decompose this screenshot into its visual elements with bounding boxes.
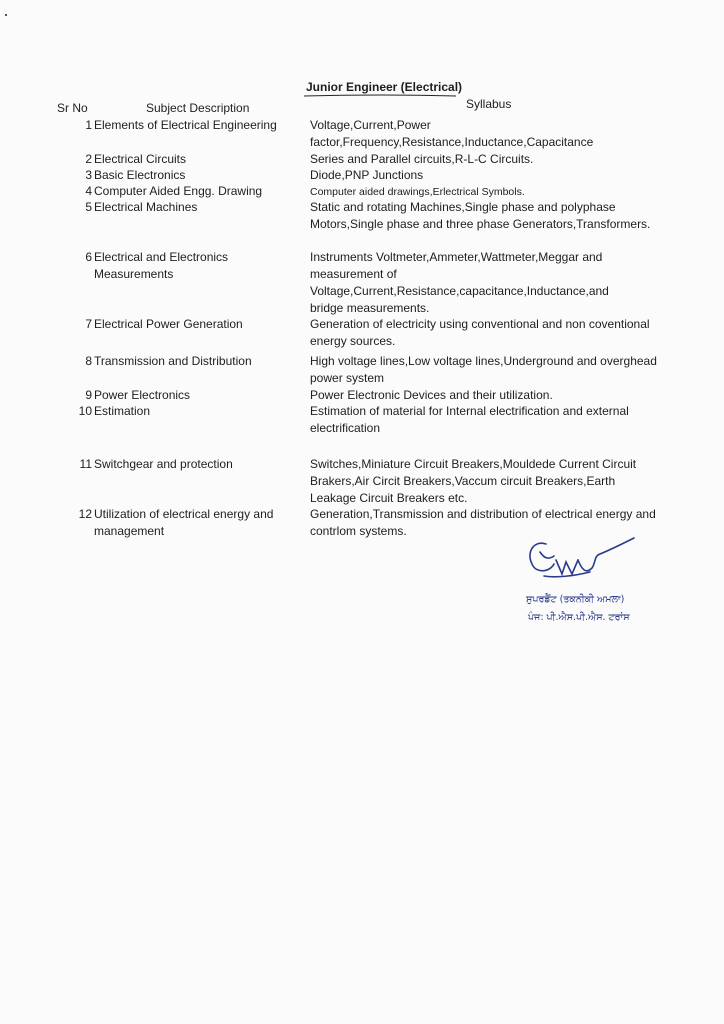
syllabus-text: Generation of electricity using conventional and non coventional energy sources. [310,317,650,348]
subject-description: Electrical and Electronics Measurements [94,250,229,281]
syllabus-text: High voltage lines,Low voltage lines,Underground and overghead power system [310,354,657,385]
title-underline [300,92,460,100]
subject-description: Electrical Machines [94,200,198,214]
syllabus-text: Generation,Transmission and distribution of electrical energy and contrlom systems. [310,507,656,538]
subject-description: Computer Aided Engg. Drawing [94,184,263,198]
page-title: Junior Engineer (Electrical) [306,80,463,94]
row-number: 12 [78,507,92,521]
subject-description: Transmission and Distribution [94,354,252,368]
header-sr-no: Sr No [57,101,88,115]
subject-description: Switchgear and protection [94,457,233,471]
row-number: 8 [85,354,92,368]
scan-speck [5,14,7,16]
syllabus-text: Voltage,Current,Power factor,Frequency,Resistance,Inductance,Capacitance [310,118,594,149]
syllabus-text: Static and rotating Machines,Single phase and polyphase Motors,Single phase and three phase Generators,Transformers. [310,200,651,231]
subject-description: Estimation [94,404,151,418]
row-number: 4 [85,184,92,198]
subject-description: Basic Electronics [94,168,186,182]
handwritten-signature [530,538,634,577]
syllabus-text: Series and Parallel circuits,R-L-C Circuits. [310,152,534,166]
stamp-line-1: ਸੁਪਰਡੈਂਟ (ਤਕਨੀਕੀ ਅਮਲਾ) [526,594,625,605]
row-number: 10 [78,404,92,418]
syllabus-text: Computer aided drawings,Erlectrical Symbols. [310,186,525,198]
row-number: 3 [85,168,92,182]
row-number: 9 [85,388,92,402]
row-number: 7 [85,317,92,331]
row-number: 1 [85,118,92,132]
signature-stamp [504,530,654,640]
header-syllabus: Syllabus [466,97,512,111]
syllabus-text: Power Electronic Devices and their utilization. [310,388,553,402]
row-number: 6 [85,250,92,264]
subject-description: Electrical Power Generation [94,317,243,331]
subject-description: Utilization of electrical energy and management [94,507,274,538]
subject-description: Power Electronics [94,388,191,402]
header-subject: Subject Description [146,101,250,115]
row-number: 11 [79,457,92,471]
syllabus-text: Diode,PNP Junctions [310,168,424,182]
row-number: 2 [85,152,92,166]
syllabus-text: Instruments Voltmeter,Ammeter,Wattmeter,Meggar and measurement of Voltage,Current,Resistance,capacitance,Inductance,and bridge measurements. [310,250,609,315]
syllabus-text: Switches,Miniature Circuit Breakers,Mouldede Current Circuit Brakers,Air Circit Breakers,Vaccum circuit Breakers,Earth Leakage Circuit Breakers etc. [310,457,637,505]
syllabus-text: Estimation of material for Internal electrification and external electrification [310,404,629,435]
subject-description: Elements of Electrical Engineering [94,118,277,132]
subject-description: Electrical Circuits [94,152,187,166]
stamp-line-2: ਪੰਜ: ਪੀ.ਐਸ.ਪੀ.ਐਸ. ਟਰਾਂਸ [528,612,630,623]
row-number: 5 [85,200,92,214]
